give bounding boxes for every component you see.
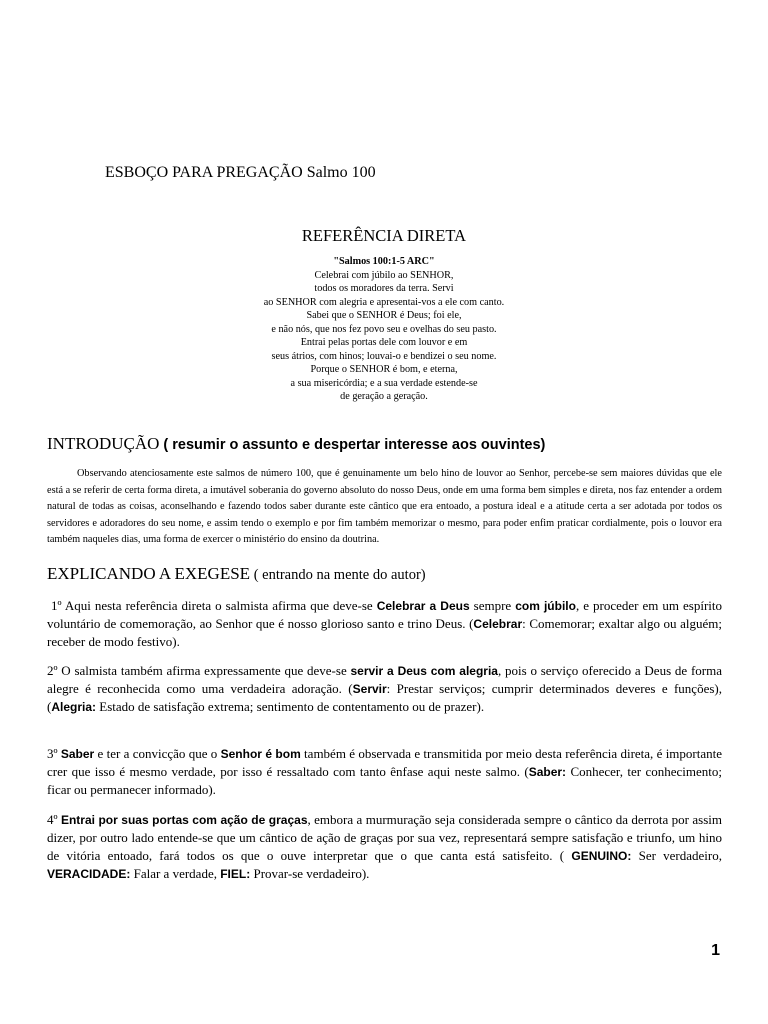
point-text: , embora a murmuração seja considerada sempre o cântico da derrota por assim dizer, por outro lado entende-se que um cântico de ação de graças por sua vez, representará sempre satisfação e triunfo, um hino de vitória entoado, fará todos os que o ouve interpretar que o que canta está satisfeito. ( xyxy=(47,812,722,863)
point-text: Aqui nesta referência direta o salmista afirma que deve-se xyxy=(61,598,377,613)
psalm-line: e não nós, que nos fez povo seu e ovelhas do seu pasto. xyxy=(271,323,497,335)
psalm-quote xyxy=(0,255,768,404)
exegesis-heading xyxy=(47,564,426,584)
psalm-line: Porque o SENHOR é bom, e eterna, xyxy=(310,364,458,375)
point-text: sempre xyxy=(469,598,516,613)
point-text: Provar-se verdadeiro). xyxy=(250,866,370,881)
point-number: 3º xyxy=(47,746,58,761)
psalm-line: de geração a geração. xyxy=(340,391,428,402)
point-text: Conhecer, ter conhecimento; ficar ou permanecer informado). xyxy=(47,764,722,797)
point-text: Falar a verdade, xyxy=(130,866,221,881)
point-text: Ser verdadeiro, xyxy=(631,848,722,863)
point-text: , e proceder em um espírito voluntário de comemoração, ao Senhor que é nosso glorioso santo e trino Deus. ( xyxy=(47,598,723,631)
psalm-line: Celebrai com júbilo ao SENHOR, xyxy=(314,269,454,281)
point-bold: servir a Deus com alegria xyxy=(350,664,498,678)
point-bold: Alegria: xyxy=(51,700,97,714)
point-bold: Senhor é bom xyxy=(220,747,301,761)
introduction-paragraph: Observando atenciosamente este salmos de número 100, que é genuinamente um belo hino de louvor ao Senhor, percebe-se sem maiores dúvidas que ele está a se referir de certa forma direta, a imutável soberania do governo absoluto do nosso Deus, onde em uma forma bem simples e direta, nos faz entender a ordem natural de todas as coisas, aconselhando e fazendo todos saber durante este cântico que era entoado, a postura ideal e a atitude certa a ser adotada por todos os servidores e adoradores do seu nome, e assim tendo o exemplo e por fim também memorizar o mesmo, para poder enfim praticar cordialmente, pois o louvor era também naqueles dias, uma forma de exercer o ministério do ensino da doutrina. xyxy=(47,468,722,545)
point-bold: Celebrar a Deus xyxy=(376,599,470,613)
introduction-heading xyxy=(47,434,545,454)
point-bold: Saber: xyxy=(528,765,567,779)
exegesis-title: EXPLICANDO A EXEGESE xyxy=(47,564,251,583)
point-number: 4º xyxy=(47,812,58,827)
point-text: : Comemorar; exaltar algo ou alguém; receber de modo festivo). xyxy=(47,616,722,649)
exegesis-point-3 xyxy=(47,745,722,799)
point-text: O salmista também afirma expressamente que deve-se xyxy=(57,663,351,678)
point-text: : Prestar serviços; cumprir determinados deveres e funções), ( xyxy=(47,681,722,714)
exegesis-point-2 xyxy=(47,662,722,716)
point-text: Estado de satisfação extrema; sentimento de contentamento ou de prazer). xyxy=(96,699,485,714)
point-bold: VERACIDADE: xyxy=(47,867,131,881)
page-number: 1 xyxy=(711,942,720,959)
point-number: 2º xyxy=(47,663,58,678)
point-text: e ter a convicção que o xyxy=(94,746,221,761)
psalm-line: todos os moradores da terra. Servi xyxy=(314,283,454,294)
point-text: , pois o serviço oferecido a Deus de forma alegre é reconhecida como uma verdadeira adoração. ( xyxy=(47,663,722,696)
psalm-line: Entrai pelas portas dele com louvor e em xyxy=(300,337,468,348)
psalm-line: ao SENHOR com alegria e apresentai-vos a ele com canto. xyxy=(263,296,505,308)
reference-heading: REFERÊNCIA DIRETA xyxy=(301,226,467,245)
point-bold: Entrai por suas portas com ação de graças xyxy=(60,813,308,827)
introduction-title: INTRODUÇÃO xyxy=(47,434,160,453)
exegesis-point-1 xyxy=(47,597,722,651)
introduction-subtitle: ( resumir o assunto e despertar interesse aos ouvintes) xyxy=(159,437,546,453)
point-bold: Celebrar xyxy=(473,617,523,631)
psalm-line: seus átrios, com hinos; louvai-o e bendizei o seu nome. xyxy=(271,350,497,362)
psalm-citation: "Salmos 100:1-5 ARC" xyxy=(333,256,435,267)
exegesis-subtitle: ( entrando na mente do autor) xyxy=(250,567,426,583)
point-bold: com júbilo xyxy=(515,599,576,613)
point-number: 1º xyxy=(51,598,62,613)
psalm-line: a sua misericórdia; e a sua verdade estende-se xyxy=(290,377,478,389)
point-text: também é observada e transmitida por meio desta referência direta, é importante crer que isso é mesmo verdade, por isso é ressaltado com tanto ênfase aqui neste salmo. ( xyxy=(47,746,723,779)
point-bold: FIEL: xyxy=(220,867,251,881)
psalm-line: Sabei que o SENHOR é Deus; foi ele, xyxy=(306,310,462,321)
document-title: ESBOÇO PARA PREGAÇÃO Salmo 100 xyxy=(105,164,376,181)
point-bold: GENUINO: xyxy=(571,849,632,863)
exegesis-point-4 xyxy=(47,811,722,883)
point-bold: Saber xyxy=(60,747,95,761)
point-bold: Servir xyxy=(352,682,387,696)
